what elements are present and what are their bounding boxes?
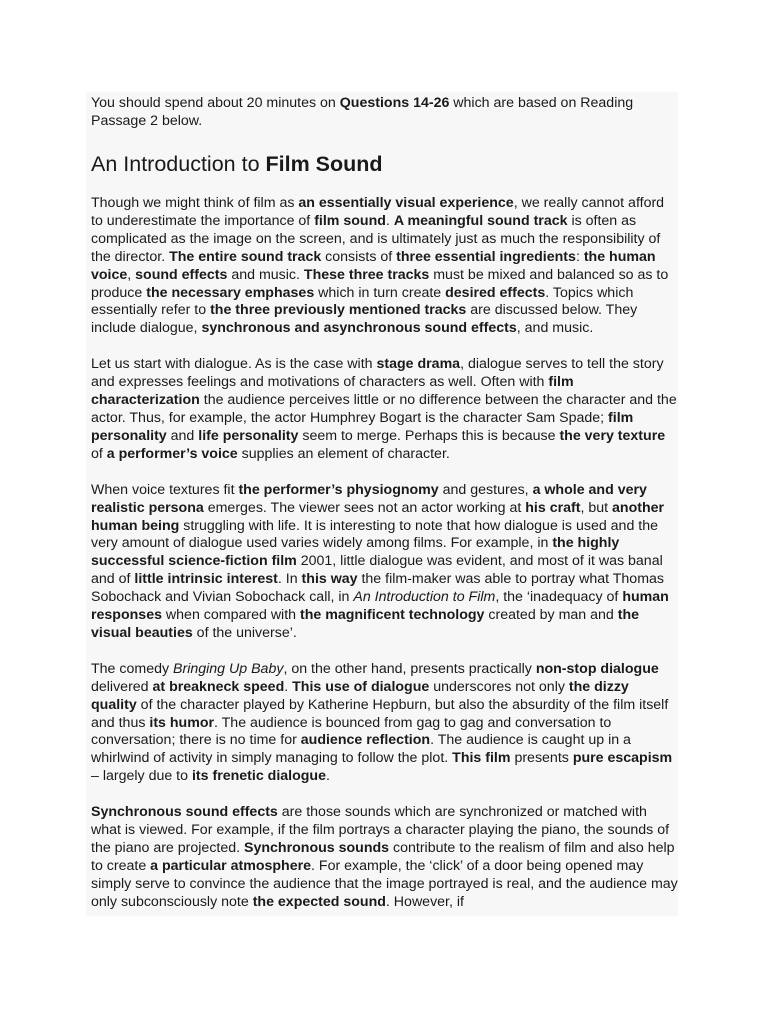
bold-text: the expected sound [252,893,386,910]
text-run: , and music. [516,320,594,337]
text-run: , on the other hand, presents practically [283,660,536,677]
bold-text: film sound [314,212,386,229]
text-run: You should spend about 20 minutes on [91,95,340,111]
text-run: The comedy [91,660,174,677]
text-run: the film-maker was able to portray what Thomas Sobochack and Vivian Sobochack call, in [91,571,664,606]
bold-text: life personality [198,427,299,444]
bold-text: a whole and very realistic persona [91,481,647,516]
instructions-text [91,92,678,130]
text-run: seem to merge. Perhaps this is because [298,427,560,444]
text-run: are discussed below. They include dialogue, [91,302,638,337]
passage-body [91,195,678,912]
bold-text: this way [301,571,358,588]
bold-text: the visual beauties [91,607,640,641]
text-run: , but [580,499,613,516]
text-run: supplies an element of character. [237,445,450,462]
bold-text: human responses [91,589,669,624]
bold-text: the performer’s physiognomy [238,481,439,498]
text-run: is often as complicated as the image on the screen, and is ultimately just as much the responsibility of the director. [91,212,661,265]
bold-text: his craft [525,499,581,516]
bold-text: another human being [91,499,665,534]
bold-text: the dizzy quality [91,678,629,713]
bold-text: the necessary emphases [146,284,315,301]
text-run: . [326,768,330,785]
bold-text: its frenetic dialogue [191,768,326,785]
bold-text: film personality [91,409,634,444]
bold-text: A meaningful sound track [393,212,568,229]
bold-text: an essentially visual experience [298,195,514,211]
bold-text: audience reflection [300,732,431,749]
bold-text: The entire sound track [169,248,322,265]
text-run: . In [277,571,302,588]
text-run: . For example, the ‘click’ of a door being opened may simply serve to convince the audience that the image portrayed is real, and the audience may only subconsciously note [91,857,678,910]
text-run: and gestures, [438,481,533,498]
text-run: presents [510,750,573,767]
text-run: . Topics which essentially refer to [91,284,634,319]
text-run: : [575,248,584,265]
passage-title [91,151,678,177]
bold-text: desired effects [445,284,546,301]
paragraph-voice-textures [91,482,678,643]
bold-text: These three tracks [303,266,430,283]
paragraph-synchronous-sound [91,804,678,911]
bold-text: three essential ingredients [396,248,576,265]
bold-text: Synchronous sound effects [91,804,278,821]
text-run: struggling with life. It is interesting to note that how dialogue is used and the very amount of dialogue used varies widely among films. For example, in [91,517,659,552]
title-bold: Film Sound [265,152,383,176]
text-run: and [166,427,199,444]
text-run: . [385,212,394,229]
italic-text: Bringing Up Baby [173,660,284,677]
text-run: are those sounds which are synchronized or matched with what is viewed. For example, if the film portrays a character playing the piano, the sounds of the piano are projected. [91,804,670,856]
bold-text: its humor [149,714,215,731]
bold-text: film characterization [91,374,574,409]
text-run: . [284,678,293,695]
text-run: of the character played by Katherine Hepburn, but also the absurdity of the film itself and thus [91,696,669,731]
text-run: , the ‘inadequacy of [495,589,623,606]
text-run: 2001, little dialogue was evident, and most of it was banal and of [91,553,663,588]
bold-text: stage drama [376,356,461,373]
text-run: When voice textures fit [91,481,239,498]
bold-text: This film [452,750,511,767]
bold-text: Questions 14-26 [339,95,450,111]
bold-text: a performer’s voice [106,445,238,462]
text-run: . The audience is caught up in a whirlwind of activity in simply managing to follow the plot. [91,732,631,767]
text-run: . The audience is bounced from gag to gag and conversation to conversation; there is no time for [91,714,612,749]
text-run: of the universe’. [192,624,297,641]
text-run: the audience perceives little or no difference between the character and the actor. Thus, for example, the actor Humphrey Bogart is the character Sam Spade; [91,392,677,426]
bold-text: the human voice [91,248,656,283]
text-run: emerges. The viewer sees not an actor working at [203,499,526,516]
bold-text: the very texture [559,427,666,444]
text-run: must be mixed and balanced so as to produce [91,266,669,301]
text-run: Let us start with dialogue. As is the case with [91,356,377,373]
italic-text: An Introduction to Film [353,589,496,606]
title-plain: An Introduction to [91,152,266,176]
text-run: consists of [321,248,397,265]
text-run: . However, if [385,893,464,910]
bold-text: the magnificent technology [300,607,485,624]
bold-text: at breakneck speed [152,678,285,695]
bold-text: the three previously mentioned tracks [210,302,467,319]
text-run: created by man and [484,607,618,624]
bold-text: sound effects [135,266,228,283]
text-run: , we really cannot afford to underestimate the importance of [91,195,665,229]
bold-text: the highly successful science-fiction film [91,535,620,570]
bold-text: This use of dialogue [292,678,430,695]
text-run: which in turn create [314,284,446,301]
bold-text: synchronous and asynchronous sound effects [201,320,517,337]
text-run: which are based on Reading Passage 2 below. [91,95,634,129]
paragraph-dialogue [91,356,678,463]
bold-text: Synchronous sounds [244,840,390,856]
bold-text: pure escapism [572,750,673,767]
text-run: Though we might think of film as [91,195,299,211]
text-run: – largely due to [91,768,192,785]
text-run: contribute to the realism of film and also help to create [91,840,675,874]
paragraph-bringing-up-baby [91,661,678,786]
bold-text: non-stop dialogue [535,660,659,677]
text-run: , [127,266,136,283]
paragraph-intro-film-sound [91,195,678,338]
text-run: when compared with [161,607,300,624]
text-run: and music. [227,266,304,283]
document-page [86,92,678,916]
bold-text: little intrinsic interest [134,571,278,588]
text-run: , dialogue serves to tell the story and expresses feelings and motivations of characters as well. Often with [91,356,664,391]
text-run: delivered [91,678,153,695]
text-run: underscores not only [429,678,569,695]
bold-text: a particular atmosphere [150,857,312,874]
text-run: of [91,445,107,462]
